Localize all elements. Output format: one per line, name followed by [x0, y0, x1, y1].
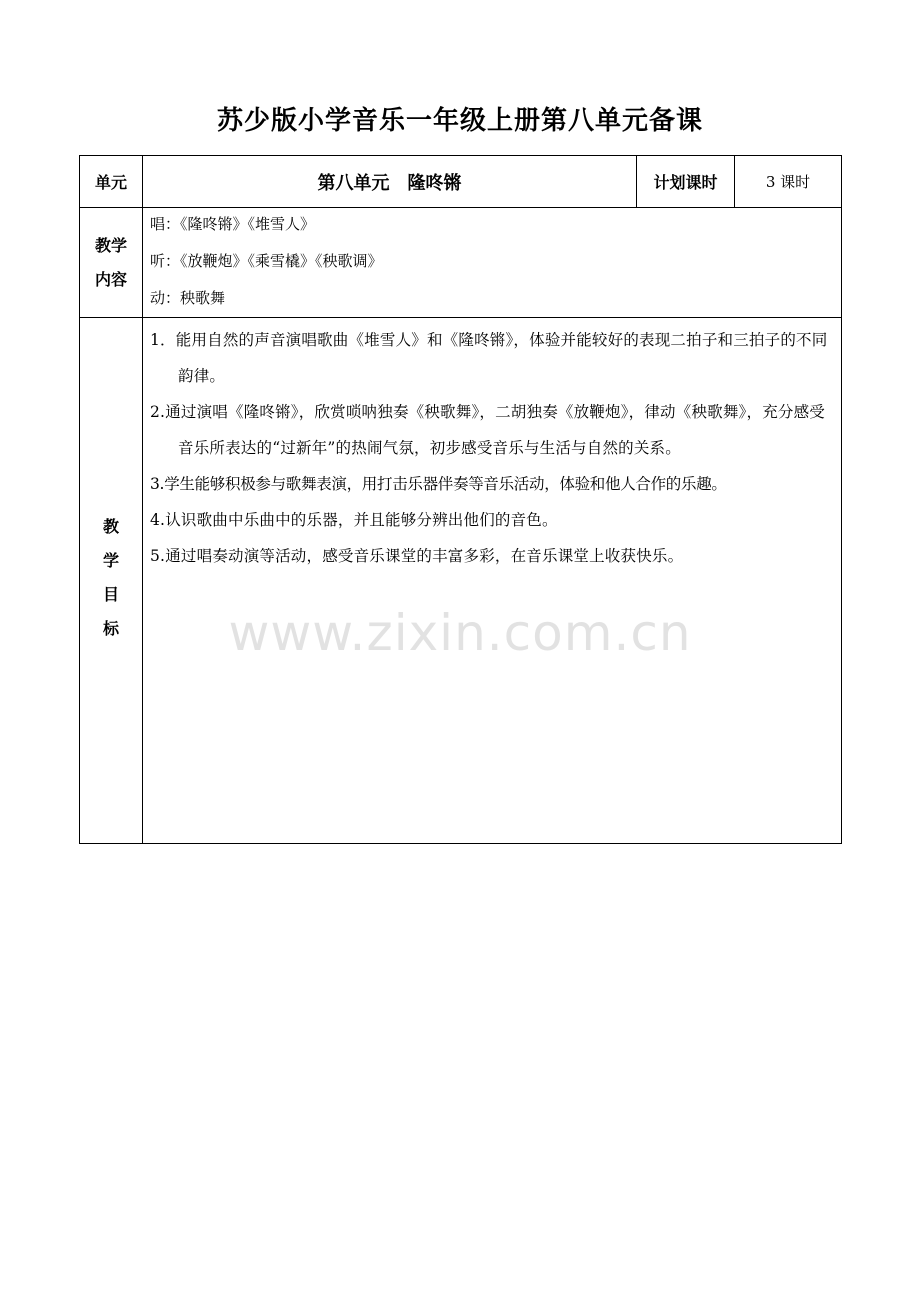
goal-item: 4.认识歌曲中乐曲中的乐器，并且能够分辨出他们的音色。 — [150, 511, 558, 529]
watermark: www.zixin.com.cn — [228, 604, 692, 662]
teaching-goals-label — [80, 318, 143, 844]
teaching-content-label-line2: 内容 — [94, 269, 127, 289]
teaching-content-label-line1: 教学 — [94, 235, 127, 255]
content-line-listen: 听：《放鞭炮》《乘雪橇》《秧歌调》 — [150, 252, 383, 270]
content-line-sing: 唱：《隆咚锵》《堆雪人》 — [150, 215, 316, 233]
goal-item: 5.通过唱奏动演等活动，感受音乐课堂的丰富多彩，在音乐课堂上收获快乐。 — [150, 547, 684, 565]
unit-title: 第八单元 隆咚锵 — [143, 156, 637, 208]
goal-item: 1．能用自然的声音演唱歌曲《堆雪人》和《隆咚锵》，体验并能较好的表现二拍子和三拍子的不同韵律。 — [150, 331, 828, 385]
teaching-goals-label-char: 目 — [102, 585, 119, 604]
teaching-goals-label-char: 标 — [102, 619, 119, 638]
unit-row — [80, 156, 842, 208]
goal-item: 2.通过演唱《隆咚锵》，欣赏唢呐独奏《秧歌舞》，二胡独奏《放鞭炮》，律动《秧歌舞》，充分感受音乐所表达的“过新年”的热闹气氛，初步感受音乐与生活与自然的关系。 — [150, 403, 825, 457]
teaching-goals-label-char: 教 — [102, 517, 119, 536]
planned-hours-value: 3 课时 — [735, 156, 842, 208]
lesson-plan-table — [79, 155, 842, 844]
page-title: 苏少版小学音乐一年级上册第八单元备课 — [216, 106, 703, 136]
unit-label: 单元 — [80, 156, 143, 208]
teaching-goals-cell — [143, 318, 842, 844]
teaching-content-label — [80, 208, 143, 318]
teaching-content-row — [80, 208, 842, 318]
content-line-move: 动：秧歌舞 — [150, 289, 226, 307]
teaching-goals-row — [80, 318, 842, 844]
goal-item: 3.学生能够积极参与歌舞表演，用打击乐器伴奏等音乐活动，体验和他人合作的乐趣。 — [150, 475, 727, 493]
teaching-content-cell — [143, 208, 842, 318]
planned-hours-label: 计划课时 — [637, 156, 735, 208]
teaching-goals-label-char: 学 — [102, 551, 119, 570]
